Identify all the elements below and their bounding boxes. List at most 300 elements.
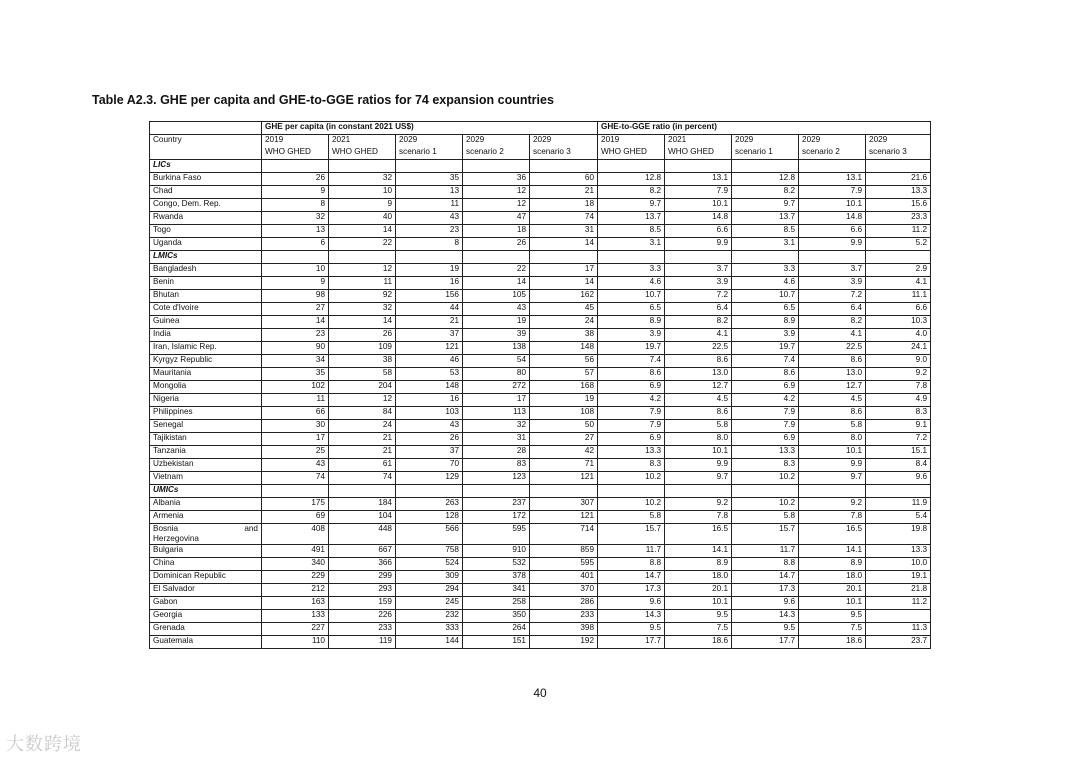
ghe-per-capita-cell: 293 [329,584,396,597]
ghe-gge-ratio-cell: 19.8 [866,524,931,545]
watermark: 大数跨境 [6,734,82,754]
ghe-per-capita-cell: 491 [262,545,329,558]
ghe-per-capita-cell: 103 [396,407,463,420]
ghe-per-capita-cell: 26 [262,173,329,186]
empty-cell [866,160,931,173]
ghe-per-capita-cell: 714 [530,524,598,545]
country-cell: Uganda [150,238,262,251]
ghe-gge-ratio-cell: 8.3 [598,459,665,472]
ghe-gge-ratio-cell: 24.1 [866,342,931,355]
country-cell: Guatemala [150,636,262,649]
ghe-per-capita-cell: 13 [262,225,329,238]
ghe-per-capita-cell: 8 [396,238,463,251]
ghe-gge-ratio-cell: 17.7 [598,636,665,649]
ghe-gge-ratio-cell: 4.6 [732,277,799,290]
column-header-label: WHO GHED [665,147,732,160]
ghe-gge-ratio-cell: 13.7 [732,212,799,225]
table-row [150,558,931,571]
ghe-gge-ratio-cell: 15.6 [866,199,931,212]
ghe-gge-ratio-cell: 10.2 [732,472,799,485]
ghe-gge-ratio-cell: 11.3 [866,623,931,636]
ghe-per-capita-cell: 233 [530,610,598,623]
table-row [150,623,931,636]
table-row [150,381,931,394]
ghe-gge-ratio-cell: 6.6 [799,225,866,238]
ghe-gge-ratio-cell: 17.3 [598,584,665,597]
ghe-per-capita-cell: 102 [262,381,329,394]
ghe-per-capita-cell: 162 [530,290,598,303]
ghe-gge-ratio-cell: 10.7 [732,290,799,303]
ghe-per-capita-cell: 104 [329,511,396,524]
ghe-gge-ratio-cell: 5.4 [866,511,931,524]
ghe-gge-ratio-cell: 3.1 [598,238,665,251]
ghe-gge-ratio-cell: 23.3 [866,212,931,225]
ghe-per-capita-cell: 23 [262,329,329,342]
ghe-gge-ratio-cell: 18.6 [665,636,732,649]
table-row [150,186,931,199]
ghe-per-capita-cell: 299 [329,571,396,584]
ghe-per-capita-cell: 31 [530,225,598,238]
ghe-per-capita-cell: 74 [262,472,329,485]
ghe-gge-ratio-cell: 4.0 [866,329,931,342]
ghe-per-capita-cell: 19 [463,316,530,329]
ghe-per-capita-cell: 22 [329,238,396,251]
country-cell: Benin [150,277,262,290]
ghe-per-capita-cell: 28 [463,446,530,459]
country-column-header: Country [150,135,262,148]
ghe-gge-ratio-cell: 16.5 [665,524,732,545]
ghe-gge-ratio-cell: 10.1 [799,597,866,610]
ghe-per-capita-cell: 144 [396,636,463,649]
ghe-per-capita-cell: 13 [396,186,463,199]
ghe-gge-ratio-cell: 9.9 [665,238,732,251]
ghe-gge-ratio-cell: 6.5 [598,303,665,316]
table-row [150,225,931,238]
ghe-gge-ratio-cell: 8.6 [799,407,866,420]
ghe-per-capita-cell: 43 [396,212,463,225]
country-cell: Albania [150,498,262,511]
ghe-per-capita-cell: 123 [463,472,530,485]
empty-cell [463,485,530,498]
ghe-gge-ratio-cell: 9.9 [799,238,866,251]
country-cell: Nigeria [150,394,262,407]
ghe-per-capita-cell: 58 [329,368,396,381]
ghe-per-capita-cell: 258 [463,597,530,610]
empty-cell [598,251,665,264]
ghe-per-capita-cell: 25 [262,446,329,459]
ghe-gge-ratio-cell: 12.7 [799,381,866,394]
ghe-gge-ratio-cell: 9.6 [732,597,799,610]
country-name-line1: Bosnia and [153,524,258,533]
ghe-per-capita-cell: 40 [329,212,396,225]
ghe-per-capita-cell: 42 [530,446,598,459]
table-row [150,368,931,381]
ghe-per-capita-cell: 9 [262,277,329,290]
ghe-per-capita-cell: 113 [463,407,530,420]
column-header-year: 2021 [329,135,396,148]
ghe-per-capita-cell: 12 [463,186,530,199]
table-row [150,597,931,610]
column-header-label: scenario 1 [396,147,463,160]
ghe-gge-ratio-cell: 5.8 [665,420,732,433]
ghe-per-capita-cell: 138 [463,342,530,355]
table-row [150,610,931,623]
ghe-gge-ratio-cell: 6.6 [866,303,931,316]
ghe-gge-ratio-cell: 8.6 [799,355,866,368]
ghe-gge-ratio-cell: 14.1 [665,545,732,558]
ghe-per-capita-cell: 119 [329,636,396,649]
ghe-gge-ratio-cell: 13.3 [732,446,799,459]
ghe-gge-ratio-cell: 9.2 [799,498,866,511]
ghe-per-capita-cell: 27 [530,433,598,446]
ghe-gge-ratio-cell: 5.8 [732,511,799,524]
country-cell: Bangladesh [150,264,262,277]
income-group-row [150,485,931,498]
country-cell: Congo, Dem. Rep. [150,199,262,212]
ghe-per-capita-cell: 307 [530,498,598,511]
empty-cell [262,160,329,173]
ghe-per-capita-cell: 50 [530,420,598,433]
ghe-gge-ratio-cell: 9.5 [732,623,799,636]
ghe-gge-ratio-cell: 7.9 [799,186,866,199]
ghe-per-capita-cell: 38 [329,355,396,368]
ghe-gge-ratio-cell: 17.3 [732,584,799,597]
ghe-gge-ratio-cell [866,610,931,623]
ghe-gge-ratio-cell: 3.7 [799,264,866,277]
table-row [150,584,931,597]
ghe-gge-ratio-cell: 6.4 [799,303,866,316]
empty-cell [665,251,732,264]
ghe-gge-ratio-cell: 8.6 [732,368,799,381]
ghe-per-capita-cell: 66 [262,407,329,420]
ghe-gge-ratio-cell: 13.1 [665,173,732,186]
ghe-per-capita-cell: 54 [463,355,530,368]
ghe-gge-ratio-cell: 9.9 [799,459,866,472]
ghe-gge-ratio-cell: 9.7 [665,472,732,485]
ghe-per-capita-cell: 56 [530,355,598,368]
ghe-per-capita-cell: 910 [463,545,530,558]
table-row [150,636,931,649]
ghe-per-capita-cell: 12 [329,394,396,407]
ghe-gge-ratio-cell: 6.6 [665,225,732,238]
country-cell: Mongolia [150,381,262,394]
ghe-gge-ratio-cell: 5.8 [598,511,665,524]
ghe-gge-ratio-cell: 7.9 [732,407,799,420]
ghe-gge-ratio-cell: 4.9 [866,394,931,407]
ghe-gge-ratio-cell: 14.8 [799,212,866,225]
data-table [149,121,931,649]
table-row [150,199,931,212]
ghe-gge-ratio-cell: 8.3 [732,459,799,472]
ghe-per-capita-cell: 667 [329,545,396,558]
ghe-gge-ratio-cell: 7.5 [799,623,866,636]
ghe-per-capita-cell: 17 [530,264,598,277]
ghe-per-capita-cell: 21 [329,433,396,446]
ghe-per-capita-cell: 18 [463,225,530,238]
blank-header-cell [150,122,262,135]
table-row [150,545,931,558]
country-cell: India [150,329,262,342]
ghe-gge-ratio-cell: 8.2 [799,316,866,329]
ghe-gge-ratio-cell: 13.0 [799,368,866,381]
ghe-gge-ratio-cell: 10.7 [598,290,665,303]
ghe-gge-ratio-cell: 3.3 [732,264,799,277]
country-cell: Senegal [150,420,262,433]
ghe-gge-ratio-cell: 21.6 [866,173,931,186]
country-cell: Gabon [150,597,262,610]
column-header-year: 2029 [866,135,931,148]
ghe-per-capita-cell: 14 [329,316,396,329]
ghe-gge-ratio-cell: 7.9 [598,407,665,420]
ghe-gge-ratio-cell: 9.5 [799,610,866,623]
country-cell [150,524,262,545]
ghe-per-capita-cell: 272 [463,381,530,394]
ghe-gge-ratio-cell: 8.6 [665,407,732,420]
ghe-gge-ratio-cell: 8.4 [866,459,931,472]
ghe-per-capita-cell: 226 [329,610,396,623]
ghe-gge-ratio-cell: 13.3 [598,446,665,459]
ghe-per-capita-cell: 38 [530,329,598,342]
ghe-per-capita-cell: 108 [530,407,598,420]
ghe-gge-ratio-cell: 6.5 [732,303,799,316]
table-row [150,329,931,342]
income-group-label: LICs [150,160,262,173]
income-group-label: LMICs [150,251,262,264]
ghe-per-capita-cell: 204 [329,381,396,394]
ghe-per-capita-cell: 70 [396,459,463,472]
ghe-per-capita-cell: 14 [463,277,530,290]
country-cell: Tanzania [150,446,262,459]
table-row [150,433,931,446]
ghe-gge-ratio-cell: 22.5 [799,342,866,355]
ghe-per-capita-cell: 175 [262,498,329,511]
ghe-gge-ratio-cell: 3.3 [598,264,665,277]
income-group-row [150,251,931,264]
country-cell: Iran, Islamic Rep. [150,342,262,355]
ghe-per-capita-cell: 32 [463,420,530,433]
table-row [150,173,931,186]
ghe-gge-ratio-cell: 12.8 [732,173,799,186]
ghe-per-capita-cell: 17 [463,394,530,407]
ghe-per-capita-cell: 11 [396,199,463,212]
table-row [150,290,931,303]
ghe-gge-ratio-cell: 19.7 [732,342,799,355]
table-row [150,303,931,316]
ghe-per-capita-cell: 133 [262,610,329,623]
ghe-per-capita-cell: 24 [329,420,396,433]
ghe-per-capita-cell: 233 [329,623,396,636]
table-row [150,407,931,420]
ghe-per-capita-cell: 35 [262,368,329,381]
ghe-per-capita-cell: 16 [396,277,463,290]
ghe-per-capita-cell: 121 [530,472,598,485]
ghe-gge-ratio-cell: 2.9 [866,264,931,277]
ghe-per-capita-cell: 121 [396,342,463,355]
ghe-per-capita-cell: 61 [329,459,396,472]
ghe-per-capita-cell: 18 [530,199,598,212]
ghe-gge-ratio-cell: 6.9 [732,381,799,394]
ghe-per-capita-cell: 14 [329,225,396,238]
country-cell: Tajikistan [150,433,262,446]
ghe-per-capita-cell: 43 [396,420,463,433]
ghe-gge-ratio-cell: 11.9 [866,498,931,511]
ghe-gge-ratio-cell: 11.7 [598,545,665,558]
ghe-gge-ratio-cell: 10.1 [665,446,732,459]
ghe-gge-ratio-cell: 20.1 [799,584,866,597]
ghe-gge-ratio-cell: 12.7 [665,381,732,394]
ghe-per-capita-cell: 340 [262,558,329,571]
ghe-gge-ratio-cell: 4.5 [799,394,866,407]
ghe-per-capita-cell: 192 [530,636,598,649]
ghe-per-capita-cell: 32 [262,212,329,225]
table-row [150,238,931,251]
ghe-per-capita-cell: 229 [262,571,329,584]
empty-cell [799,160,866,173]
country-cell: El Salvador [150,584,262,597]
ghe-per-capita-cell: 294 [396,584,463,597]
ghe-gge-ratio-cell: 8.8 [598,558,665,571]
ghe-gge-ratio-cell: 10.1 [665,597,732,610]
table-row [150,571,931,584]
ghe-per-capita-cell: 6 [262,238,329,251]
ghe-gge-ratio-cell: 4.1 [866,277,931,290]
ghe-gge-ratio-cell: 7.2 [866,433,931,446]
ghe-per-capita-cell: 84 [329,407,396,420]
ghe-per-capita-cell: 12 [463,199,530,212]
empty-cell [530,485,598,498]
ghe-per-capita-cell: 309 [396,571,463,584]
ghe-gge-ratio-cell: 14.1 [799,545,866,558]
ghe-per-capita-cell: 184 [329,498,396,511]
ghe-gge-ratio-cell: 18.0 [665,571,732,584]
ghe-per-capita-cell: 69 [262,511,329,524]
column-header-label: scenario 1 [732,147,799,160]
country-cell: Grenada [150,623,262,636]
ghe-gge-ratio-cell: 7.8 [866,381,931,394]
table-row [150,355,931,368]
ghe-gge-ratio-cell: 14.3 [598,610,665,623]
ghe-per-capita-cell: 524 [396,558,463,571]
ghe-gge-ratio-cell: 6.9 [732,433,799,446]
column-header-label: scenario 3 [530,147,598,160]
ghe-gge-ratio-cell: 17.7 [732,636,799,649]
ghe-per-capita-cell: 121 [530,511,598,524]
ghe-per-capita-group-header: GHE per capita (in constant 2021 US$) [262,122,598,135]
ghe-gge-ratio-cell: 11.1 [866,290,931,303]
ghe-gge-ratio-cell: 22.5 [665,342,732,355]
ghe-per-capita-cell: 401 [530,571,598,584]
table-row [150,498,931,511]
ghe-per-capita-cell: 74 [329,472,396,485]
country-cell: Uzbekistan [150,459,262,472]
empty-cell [329,251,396,264]
ghe-gge-ratio-cell: 9.1 [866,420,931,433]
ghe-gge-ratio-cell: 15.7 [732,524,799,545]
ghe-per-capita-cell: 595 [530,558,598,571]
ghe-per-capita-cell: 159 [329,597,396,610]
ghe-per-capita-cell: 9 [329,199,396,212]
ghe-gge-ratio-cell: 7.9 [732,420,799,433]
column-header-year: 2019 [598,135,665,148]
ghe-per-capita-cell: 128 [396,511,463,524]
empty-cell [665,160,732,173]
ghe-gge-ratio-cell: 20.1 [665,584,732,597]
ghe-gge-ratio-cell: 9.5 [598,623,665,636]
ghe-gge-ratio-cell: 9.2 [866,368,931,381]
ghe-per-capita-cell: 378 [463,571,530,584]
ghe-per-capita-cell: 109 [329,342,396,355]
ghe-gge-ratio-cell: 8.2 [598,186,665,199]
country-cell: Rwanda [150,212,262,225]
ghe-gge-ratio-cell: 10.3 [866,316,931,329]
table-row [150,524,931,545]
ghe-per-capita-cell: 286 [530,597,598,610]
country-cell: Bhutan [150,290,262,303]
ghe-gge-ratio-cell: 4.1 [799,329,866,342]
ghe-per-capita-cell: 9 [262,186,329,199]
ghe-gge-ratio-cell: 10.1 [799,199,866,212]
ghe-per-capita-cell: 212 [262,584,329,597]
ghe-per-capita-cell: 14 [530,238,598,251]
ghe-gge-ratio-cell: 7.2 [665,290,732,303]
ghe-per-capita-cell: 151 [463,636,530,649]
ghe-gge-ratio-cell: 4.6 [598,277,665,290]
country-cell: Dominican Republic [150,571,262,584]
ghe-gge-ratio-cell: 4.2 [598,394,665,407]
table-row [150,420,931,433]
ghe-per-capita-cell: 227 [262,623,329,636]
ghe-gge-ratio-cell: 8.8 [732,558,799,571]
ghe-gge-ratio-cell: 7.8 [665,511,732,524]
ghe-gge-ratio-cell: 10.2 [598,472,665,485]
column-header-label: WHO GHED [262,147,329,160]
ghe-gge-ratio-cell: 4.2 [732,394,799,407]
ghe-gge-ratio-cell: 19.7 [598,342,665,355]
country-cell: Georgia [150,610,262,623]
ghe-per-capita-cell: 11 [262,394,329,407]
ghe-gge-ratio-cell: 15.7 [598,524,665,545]
ghe-gge-ratio-cell: 8.0 [799,433,866,446]
ghe-gge-ratio-cell: 8.2 [665,316,732,329]
empty-cell [262,251,329,264]
ghe-gge-ratio-cell: 21.8 [866,584,931,597]
ghe-gge-ratio-cell: 18.6 [799,636,866,649]
ghe-per-capita-cell: 341 [463,584,530,597]
ghe-gge-ratio-cell: 18.0 [799,571,866,584]
empty-cell [598,485,665,498]
ghe-per-capita-cell: 8 [262,199,329,212]
ghe-gge-ratio-cell: 9.0 [866,355,931,368]
ghe-per-capita-cell: 148 [396,381,463,394]
empty-cell [329,485,396,498]
table-row [150,316,931,329]
empty-cell [732,160,799,173]
ghe-per-capita-cell: 14 [262,316,329,329]
ghe-per-capita-cell: 37 [396,446,463,459]
ghe-per-capita-cell: 366 [329,558,396,571]
ghe-gge-ratio-cell: 23.7 [866,636,931,649]
ghe-gge-ratio-cell: 7.9 [598,420,665,433]
empty-cell [732,485,799,498]
ghe-gge-ratio-cell: 13.1 [799,173,866,186]
table-header [150,122,931,160]
country-cell: Armenia [150,511,262,524]
empty-cell [396,160,463,173]
page-number: 40 [533,686,547,700]
country-cell: Cote d'Ivoire [150,303,262,316]
ghe-gge-ratio-cell: 8.2 [732,186,799,199]
ghe-per-capita-cell: 10 [329,186,396,199]
